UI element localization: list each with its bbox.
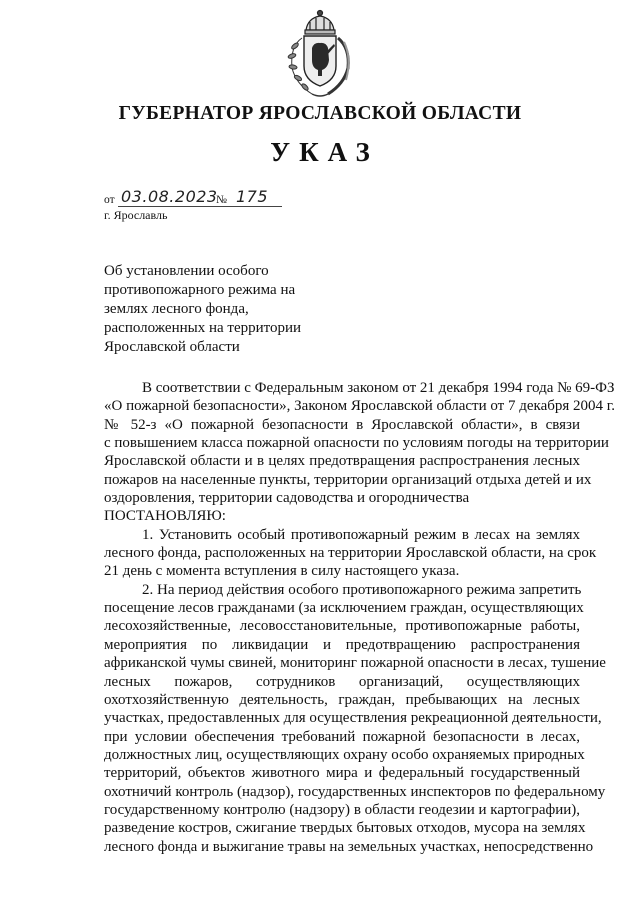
body-text-line: пожаров на населенные пункты, территории организаций отдыха детей и их <box>104 471 592 488</box>
decree-subject <box>104 262 324 357</box>
body-text-line: лесного фонда, расположенных на территории Ярославской области, на срок <box>104 545 597 562</box>
body-text-line: «О пожарной безопасности», Законом Ярославской области от 7 декабря 2004 г. <box>104 398 615 415</box>
body-text-line: мероприятия по ликвидации и предотвращению распространения <box>104 636 580 653</box>
body-text-line: с повышением класса пожарной опасности по условиям погоды на территории <box>104 435 609 452</box>
body-text-line: Ярославской области и в целях предотвращения распространения лесных <box>104 453 580 470</box>
body-text-line: охотничий контроль (надзор), государственных инспекторов по федеральному <box>104 783 606 800</box>
decree-body <box>104 379 615 856</box>
number-underline <box>230 206 282 207</box>
subject-line: Ярославской области <box>104 339 240 355</box>
handwritten-date: 03.08.2023 <box>121 187 218 206</box>
body-text-line: при условии обеспечения требований пожарной безопасности в лесах, <box>104 728 580 745</box>
body-text-line: оздоровления, территории садоводства и огородничества <box>104 490 470 507</box>
body-text-line: африканской чумы свиней, мониторинг пожарной опасности в лесах, тушение <box>104 655 606 672</box>
subject-line: землях лесного фонда, <box>104 301 249 317</box>
date-number-line <box>104 188 304 210</box>
body-text-line: 1. Установить особый противопожарный режим в лесах на землях <box>142 526 580 543</box>
body-text-line: лесного фонда и выжигание травы на земельных участках, непосредственно <box>104 838 594 855</box>
subject-line: расположенных на территории <box>104 320 302 336</box>
issue-city: г. Ярославль <box>104 208 168 222</box>
document-type-title: УКАЗ <box>270 137 379 167</box>
body-text-line: государственному контролю (надзору) в области геодезии и картографии), <box>104 801 580 818</box>
subject-line: Об установлении особого <box>104 263 269 279</box>
body-text-line: В соответствии с Федеральным законом от 21 декабря 1994 года № 69-ФЗ <box>142 380 615 396</box>
issuing-authority: ГУБЕРНАТОР ЯРОСЛАВСКОЙ ОБЛАСТИ <box>118 103 522 124</box>
body-text-line: 21 день с момента вступления в силу настоящего указа. <box>104 563 460 580</box>
body-text-line: должностных лиц, осуществляющих охрану особо охраняемых природных <box>104 746 585 763</box>
body-text-line: 2. На период действия особого противопожарного режима запретить <box>142 581 582 598</box>
date-underline <box>118 206 230 207</box>
number-label: № <box>216 194 227 206</box>
subject-line: противопожарного режима на <box>104 282 296 298</box>
body-text-line: территорий, объектов животного мира и федеральный государственный <box>104 765 580 782</box>
coat-of-arms-emblem <box>282 8 358 102</box>
body-text-line: разведение костров, сжигание твердых бытовых отходов, мусора на землях <box>104 820 586 837</box>
body-text-line: лесохозяйственные, лесовосстановительные, противопожарные работы, <box>104 618 580 635</box>
body-text-line: участках, предоставленных для осуществления рекреационной деятельности, <box>104 710 602 727</box>
handwritten-number: 175 <box>236 187 269 206</box>
body-text-line: посещение лесов гражданами (за исключением граждан, осуществляющих <box>104 600 584 617</box>
date-from-label: от <box>104 194 115 206</box>
body-text-line: ПОСТАНОВЛЯЮ: <box>104 508 226 525</box>
body-text-line: № 52-з «О пожарной безопасности в Ярославской области», в связи <box>104 416 580 433</box>
body-text-line: лесных пожаров, сотрудников организаций, осуществляющих <box>104 673 580 690</box>
body-text-line: охотхозяйственную деятельность, граждан, пребывающих на лесных <box>104 691 580 708</box>
